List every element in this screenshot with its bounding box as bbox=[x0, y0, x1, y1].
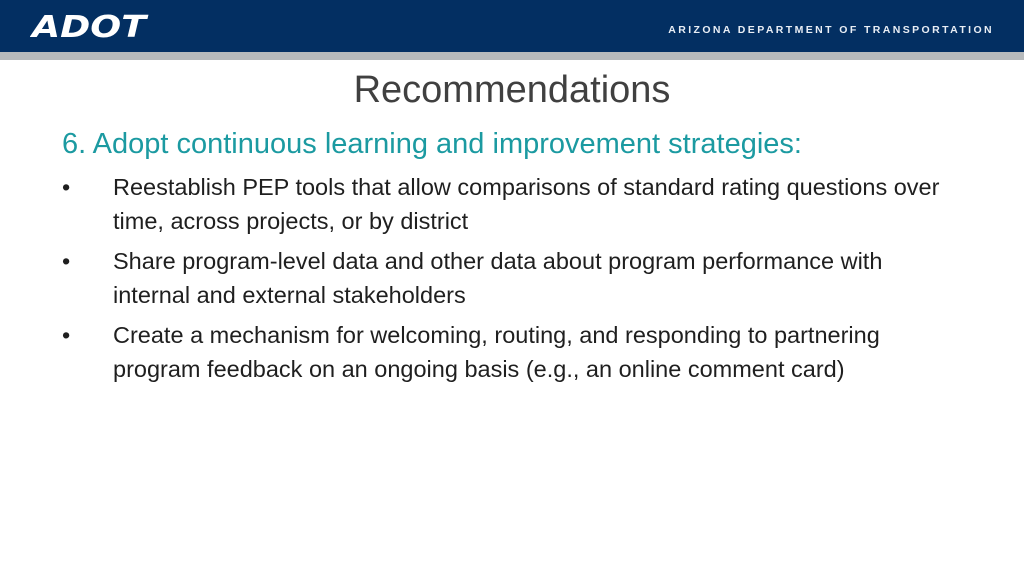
header-divider bbox=[0, 52, 1024, 60]
header-bar bbox=[0, 0, 1024, 52]
bullet-item bbox=[62, 318, 962, 386]
slide-subtitle: 6. Adopt continuous learning and improvement strategies: bbox=[62, 128, 802, 160]
adot-logo bbox=[30, 8, 150, 44]
bullet-item bbox=[62, 244, 962, 312]
bullet-text: Share program-level data and other data about program performance with internal and external stakeholders bbox=[113, 248, 883, 308]
bullet-text: Reestablish PEP tools that allow comparisons of standard rating questions over time, across projects, or by district bbox=[113, 174, 940, 234]
bullet-text: Create a mechanism for welcoming, routing, and responding to partnering program feedback on an ongoing basis (e.g., an online comment card) bbox=[113, 322, 880, 382]
bullet-marker: • bbox=[62, 174, 71, 200]
bullet-marker: • bbox=[62, 322, 71, 348]
agency-name: ARIZONA DEPARTMENT OF TRANSPORTATION bbox=[668, 24, 994, 36]
logo-text: ADOT bbox=[30, 10, 150, 44]
slide-title: Recommendations bbox=[353, 69, 671, 111]
bullet-marker: • bbox=[62, 248, 71, 274]
bullet-list bbox=[62, 170, 962, 392]
bullet-item bbox=[62, 170, 962, 238]
